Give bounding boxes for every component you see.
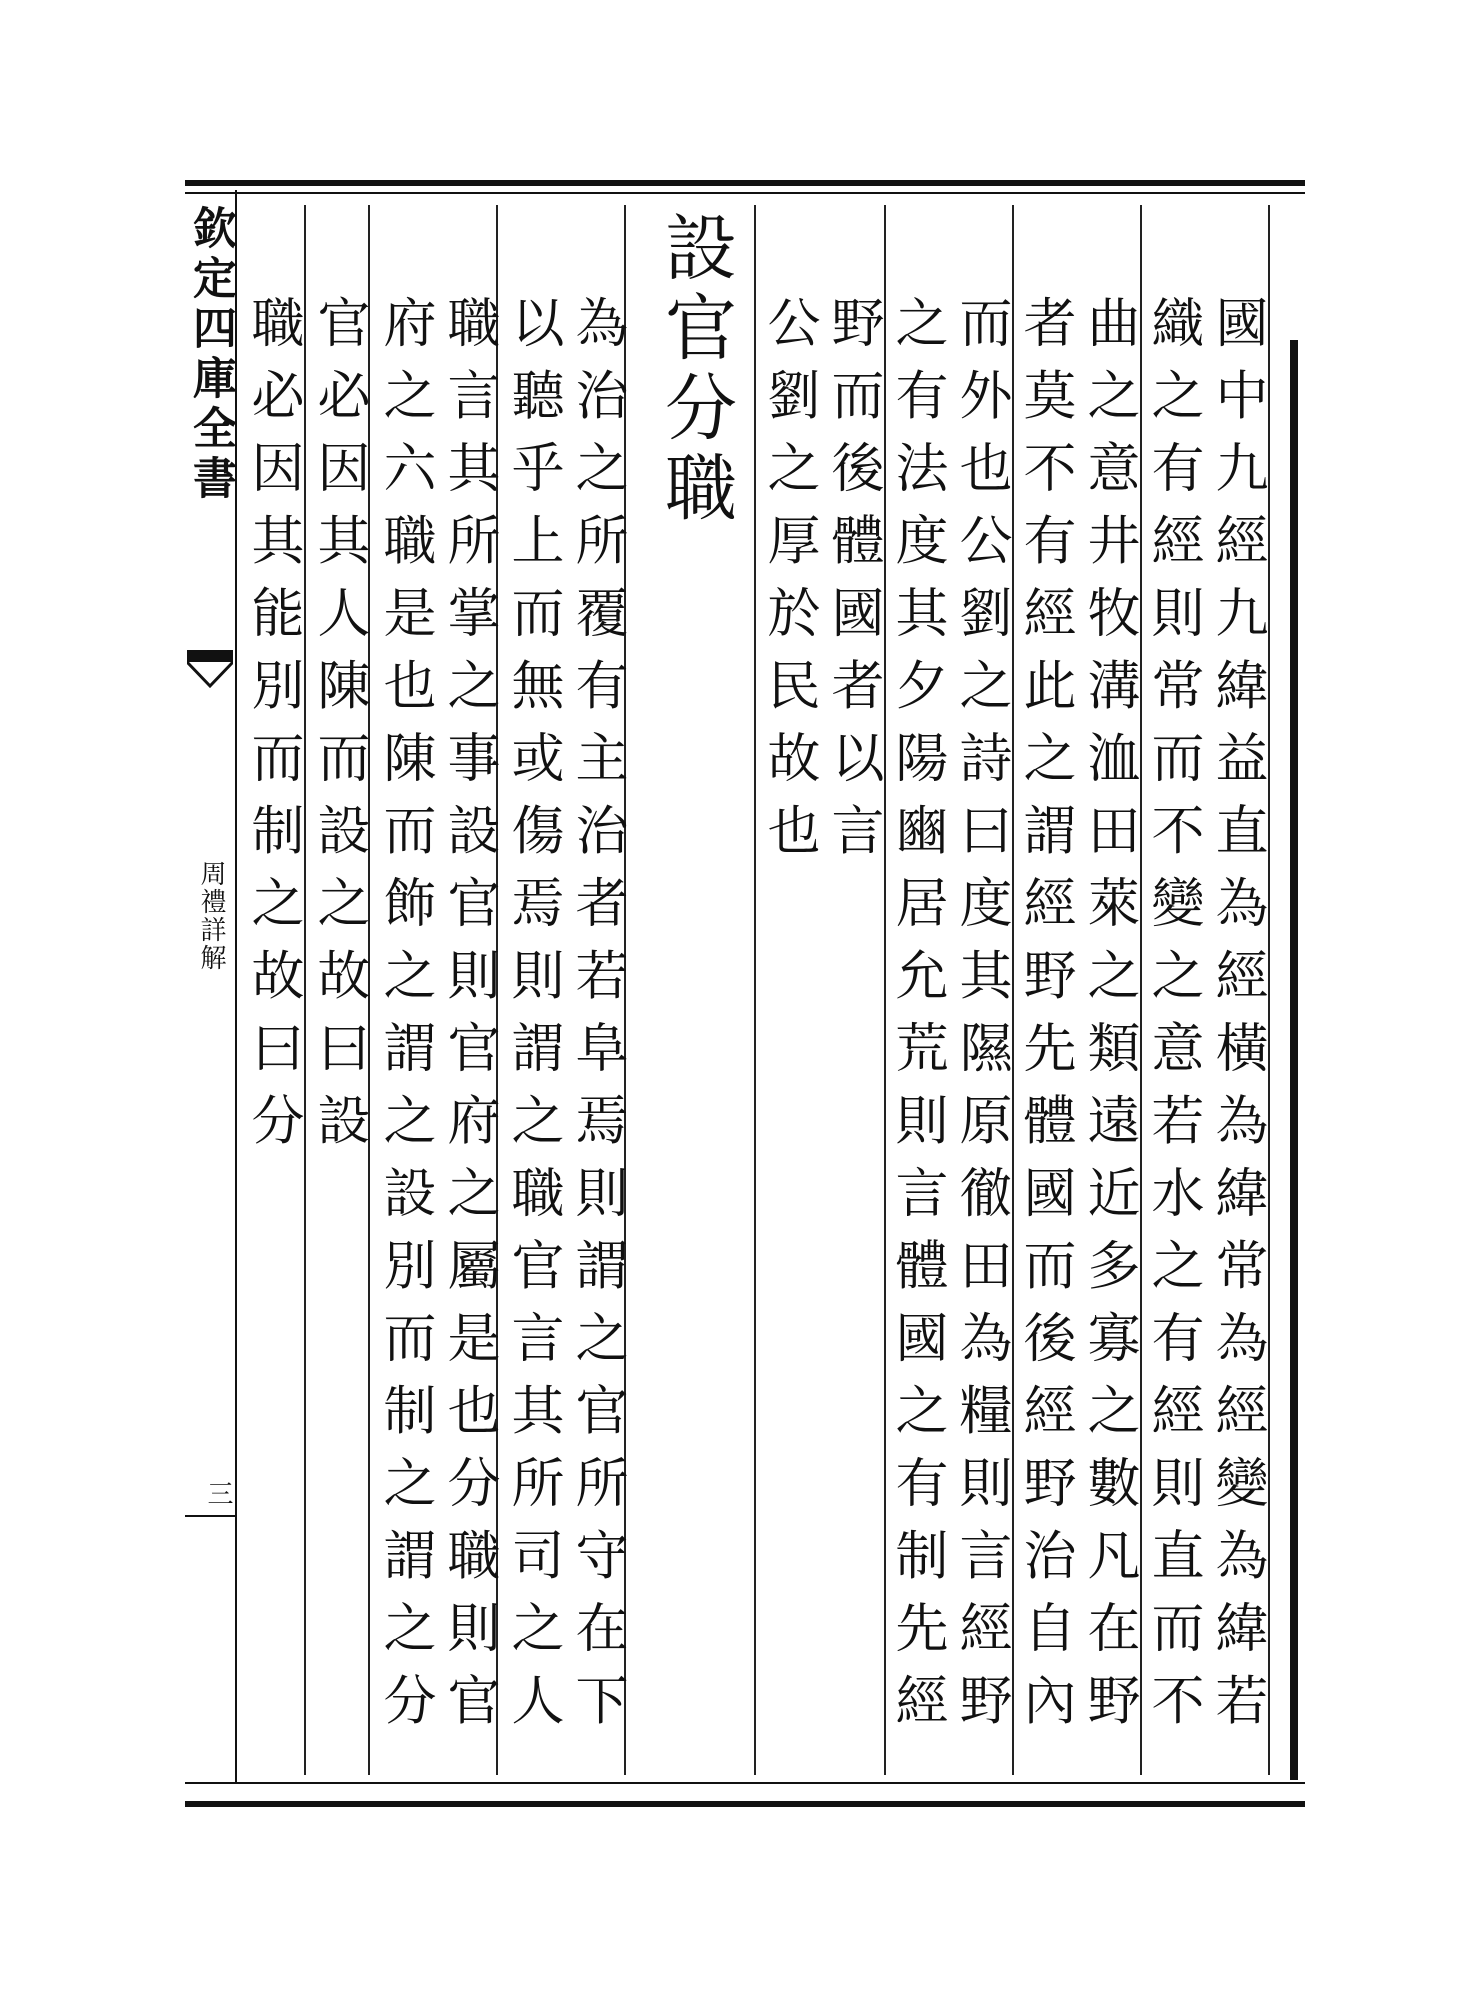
frame-right-bar: [1290, 340, 1298, 1780]
text-column: 職言其所掌之事設官則官府之屬是也分職則官: [439, 295, 500, 1745]
column-rule: [1268, 205, 1270, 1775]
text-column: 國中九經九緯益直為經橫為緯常為經變為緯若: [1207, 295, 1268, 1745]
text-column: 府之六職是也陳而飾之謂之設別而制之謂之分: [375, 295, 436, 1745]
text-column: 官必因其人陳而設之故曰設: [309, 295, 370, 1165]
text-column: 野而後體國者以言: [823, 295, 884, 875]
text-column: 之有法度其夕陽豳居允荒則言體國之有制先經: [887, 295, 948, 1745]
margin-tick: [185, 1515, 235, 1517]
text-column: 者莫不有經此之謂經野先體國而後經野治自內: [1015, 295, 1076, 1745]
column-rule: [754, 205, 756, 1775]
frame-inner-top-rule: [185, 192, 1305, 194]
text-column: 公劉之厚於民故也: [759, 295, 820, 875]
column-rule: [1140, 205, 1142, 1775]
text-column: 而外也公劉之詩曰度其隰原徹田為糧則言經野: [951, 295, 1012, 1745]
text-column: 織之有經則常而不變之意若水之有經則直而不: [1143, 295, 1204, 1745]
margin-title: 欽定四庫全書: [185, 205, 236, 505]
section-heading: 設官分職: [653, 210, 737, 530]
frame-inner-bottom-rule: [185, 1782, 1305, 1784]
margin-page-number: 三: [203, 1480, 233, 1506]
text-column: 為治之所覆有主治者若阜焉則謂之官所守在下: [567, 295, 628, 1745]
fishtail-mark: [187, 650, 233, 690]
column-rule: [1012, 205, 1014, 1775]
margin-book-title: 周禮詳解: [196, 860, 226, 972]
text-column: 職必因其能別而制之故曰分: [243, 295, 304, 1165]
column-rule: [304, 205, 306, 1775]
text-column: 以聽乎上而無或傷焉則謂之職官言其所司之人: [503, 295, 564, 1745]
text-column: 曲之意井牧溝洫田萊之類遠近多寡之數凡在野: [1079, 295, 1140, 1745]
column-rule: [884, 205, 886, 1775]
